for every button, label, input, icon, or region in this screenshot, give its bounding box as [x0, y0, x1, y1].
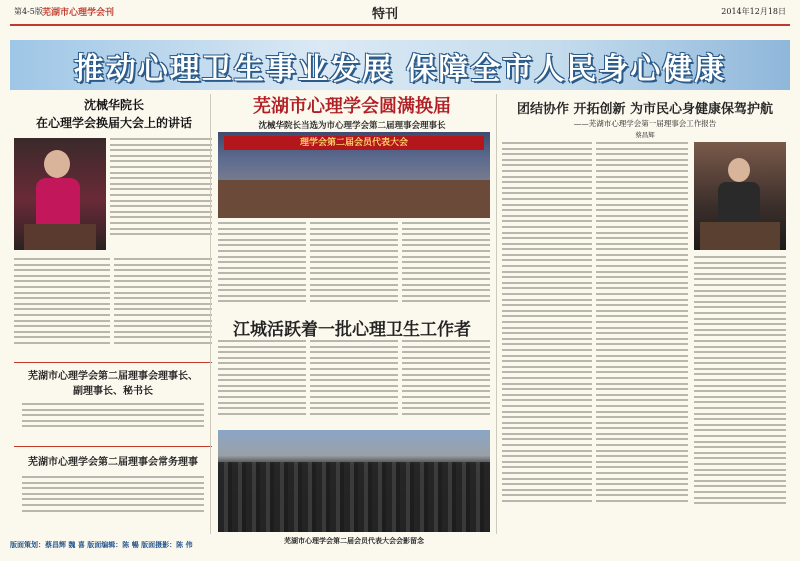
middle-text-col-5 [310, 340, 398, 424]
leaders-box [14, 362, 212, 443]
group-photo-people [218, 462, 490, 532]
right-article-subtitle: ——芜湖市心理学会第一届理事会工作报告 [573, 119, 717, 128]
council-box-title: 芜湖市心理学会第二届理事会常务理事 [28, 457, 198, 468]
middle-article-title: 芜湖市心理学会圆满换届 [253, 96, 451, 117]
council-list [22, 476, 204, 530]
speaker-photo [14, 138, 106, 250]
meeting-banner: 理学会第二届会员代表大会 [224, 136, 484, 150]
speaker-body [36, 178, 80, 228]
reporter-head [728, 158, 750, 182]
section-title: 特刊 [372, 7, 399, 22]
issue-date: 2014年12月18日 [721, 7, 786, 16]
reporter-podium [700, 222, 780, 250]
group-photo [218, 430, 490, 532]
middle-text-col-1 [218, 222, 306, 312]
footer-credits: 版面策划：蔡昌辉 魏 喜 版面编辑：陈 暢 版面摄影：陈 伟 [10, 541, 193, 549]
right-text-col-3 [694, 256, 786, 534]
left-article-title-line2: 在心理学会换届大会上的讲话 [35, 116, 192, 130]
reporter-photo [694, 142, 786, 250]
right-article-author: 蔡昌辉 [635, 131, 655, 139]
head-table [218, 180, 490, 218]
leaders-box-title-line2: 副理事长、秘书长 [73, 386, 153, 397]
middle-text-col-3 [402, 222, 490, 312]
middle-article-subtitle: 沈械华院长当选为市心理学会第二届理事会理事长 [258, 121, 446, 131]
left-text-block-3 [114, 258, 212, 354]
middle-text-col-4 [218, 340, 306, 424]
right-text-col-2 [596, 142, 688, 534]
masthead: 芜湖市心理学会刊 [42, 8, 115, 18]
banner-headline: 推动心理卫生事业发展 保障全市人民身心健康 [73, 52, 727, 87]
middle-second-title: 江城活跃着一批心理卫生工作者 [233, 320, 471, 340]
meeting-photo [218, 132, 490, 218]
group-photo-caption: 芜湖市心理学会第二届会员代表大会会影留念 [284, 536, 424, 545]
leaders-box-title-line1: 芜湖市心理学会第二届理事会理事长、 [28, 371, 198, 382]
middle-text-col-6 [402, 340, 490, 424]
column-rule-left [210, 94, 211, 534]
left-text-block-2 [14, 258, 110, 354]
left-text-block-1 [110, 138, 212, 250]
right-text-col-1 [502, 142, 592, 534]
podium [24, 224, 96, 250]
speaker-head [44, 150, 70, 178]
middle-text-col-2 [310, 222, 398, 312]
page-number: 第4-5版 [14, 7, 43, 16]
right-article-title: 团结协作 开拓创新 为市民心身健康保驾护航 [516, 102, 774, 117]
council-box [14, 446, 212, 533]
left-article-title-line1: 沈械华院长 [83, 98, 144, 112]
header-rule [10, 24, 790, 26]
reporter-body [718, 182, 760, 222]
leaders-list [22, 403, 204, 443]
column-rule-right [496, 94, 497, 534]
